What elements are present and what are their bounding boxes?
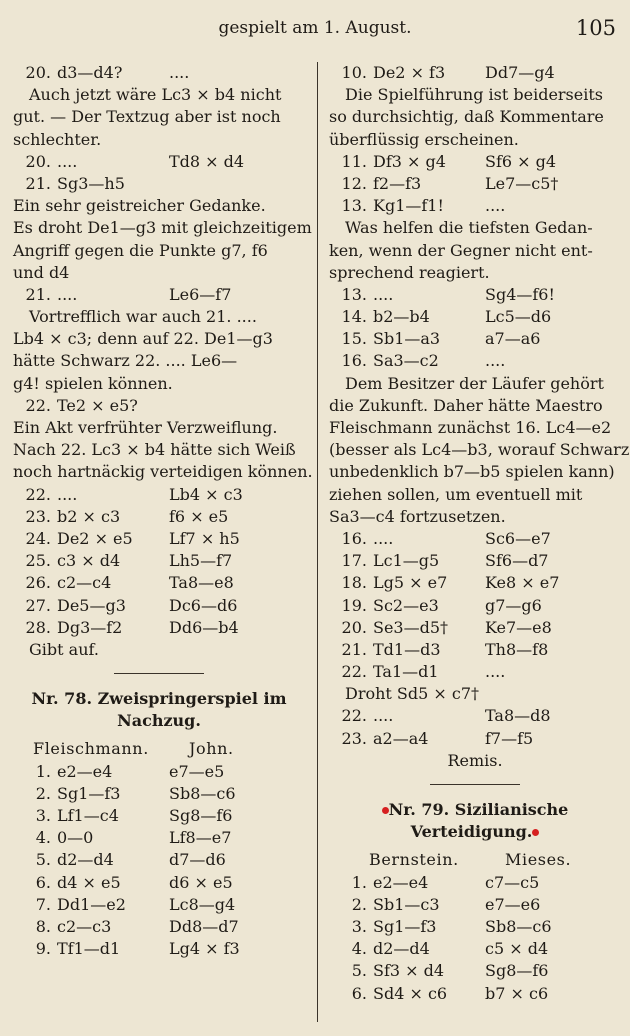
annotation-line: ken, wenn der Gegner nicht ent-: [329, 240, 593, 260]
white-move: De2 × f3: [373, 63, 446, 82]
move-number: 21.: [341, 639, 367, 659]
white-move: c3 × d4: [57, 551, 121, 571]
white-move: De2 × e5: [57, 528, 133, 548]
move-number: 24.: [25, 528, 51, 548]
move-row: [329, 661, 621, 683]
black-move: Lf7 × h5: [169, 528, 240, 548]
moves: [329, 705, 621, 749]
game-79-players: [329, 849, 621, 871]
annotation-line: noch hartnäckig verteidigen können.: [13, 462, 313, 482]
section-separator: [114, 673, 204, 674]
move-number: 1.: [351, 872, 367, 892]
annotation-line: Die Spielführung ist beiderseits: [345, 85, 603, 105]
move-row: [329, 705, 621, 727]
annotation: [13, 84, 305, 151]
move-row: [13, 849, 305, 871]
black-move: Lg4 × f3: [169, 939, 240, 959]
black-move: Sf6 × g4: [485, 151, 557, 171]
annotation-line: Auch jetzt wäre Lc3 × b4 nicht: [29, 85, 282, 105]
moves: [329, 284, 621, 373]
move-number: 5.: [35, 850, 51, 870]
move-row: [13, 595, 305, 617]
black-move: Ta8—e8: [169, 573, 234, 593]
right-column: [329, 62, 630, 1005]
move-row: [329, 151, 621, 173]
black-move: Sg8—f6: [169, 806, 233, 826]
move-row: [13, 572, 305, 594]
black-move: Td8 × d4: [169, 151, 245, 171]
annotation-line: unbedenklich b7—b5 spielen kann): [329, 462, 615, 482]
white-move: Sb1—c3: [373, 894, 440, 914]
moves: [13, 151, 305, 195]
white-move: Lg5 × e7: [373, 573, 448, 593]
white-move: d4 × e5: [57, 872, 121, 892]
move-row: [13, 783, 305, 805]
moves: [329, 872, 621, 1005]
moves: [329, 151, 621, 218]
annotation-line: g4! spielen können.: [13, 373, 173, 393]
white-move: Sg1—f3: [373, 916, 437, 936]
black-move: Sb8—c6: [485, 916, 552, 936]
black-move: Dd7—g4: [485, 63, 555, 82]
move-row: [329, 550, 621, 572]
black-move: Dc6—d6: [169, 595, 238, 615]
move-row: [329, 617, 621, 639]
white-move: ....: [57, 284, 78, 304]
annotation-line: sprechend reagiert.: [329, 262, 490, 282]
move-number: 3.: [351, 916, 367, 936]
black-move: ....: [169, 63, 190, 82]
black-player: John.: [189, 739, 234, 759]
black-move: Sc6—e7: [485, 528, 551, 548]
move-number: 7.: [35, 894, 51, 914]
move-row: [13, 173, 305, 195]
game-79-title: [329, 799, 621, 843]
annotation-line: Es droht De1—g3 mit gleichzeitigem: [13, 218, 312, 238]
black-move: e7—e6: [485, 894, 541, 914]
annotation-line: Dem Besitzer der Läufer gehört: [345, 373, 604, 393]
moves: [329, 62, 621, 84]
white-move: ....: [57, 484, 78, 504]
annotation-line: ziehen sollen, um eventuell mit: [329, 484, 583, 504]
white-move: ....: [373, 284, 394, 304]
game-78-title: Nr. 78. Zweispringerspiel im: [31, 689, 287, 709]
move-row: [329, 595, 621, 617]
move-number: 21.: [25, 284, 51, 304]
move-row: [329, 195, 621, 217]
move-row: [13, 938, 305, 960]
move-number: 23.: [341, 728, 367, 748]
black-move: f7—f5: [485, 728, 534, 748]
black-move: Dd8—d7: [169, 916, 239, 936]
move-number: 13.: [341, 284, 367, 304]
move-number: 19.: [341, 595, 367, 615]
threat-note: Droht Sd5 × c7†: [345, 684, 480, 704]
white-move: De5—g3: [57, 595, 126, 615]
black-move: Sb8—c6: [169, 783, 236, 803]
move-number: 4.: [351, 939, 367, 959]
white-move: ....: [373, 706, 394, 726]
move-row: [329, 284, 621, 306]
move-number: 15.: [341, 329, 367, 349]
black-move: d6 × e5: [169, 872, 233, 892]
move-number: 8.: [35, 916, 51, 936]
page-number: 105: [575, 16, 616, 40]
black-move: Ke7—e8: [485, 617, 552, 637]
move-number: 20.: [25, 151, 51, 171]
move-row: [13, 62, 305, 84]
annotation: [329, 373, 630, 528]
annotation-line: schlechter.: [13, 129, 102, 149]
white-move: a2—a4: [373, 728, 429, 748]
move-number: 14.: [341, 307, 367, 327]
move-number: 16.: [341, 351, 367, 371]
move-number: 22.: [25, 395, 51, 415]
move-row: [13, 151, 305, 173]
move-number: 23.: [25, 506, 51, 526]
move-row: [13, 506, 305, 528]
annotation-line: Ein sehr geistreicher Gedanke.: [13, 196, 266, 216]
move-number: 2.: [35, 783, 51, 803]
page-header: [0, 14, 630, 44]
annotation-line: hätte Schwarz 22. .... Le6—: [13, 351, 238, 371]
black-move: Th8—f8: [485, 639, 549, 659]
move-number: 20.: [25, 63, 51, 82]
move-row: [329, 916, 621, 938]
moves: [13, 484, 305, 639]
white-move: Sc2—e3: [373, 595, 439, 615]
moves: [13, 761, 305, 961]
section-separator: [430, 784, 520, 785]
annotation-line: (besser als Lc4—b3, worauf Schwarz: [329, 440, 630, 460]
white-move: d3—d4?: [57, 63, 123, 82]
annotation: [13, 306, 305, 395]
white-move: Te2 × e5?: [57, 395, 138, 415]
move-row: [329, 173, 621, 195]
black-move: Ke8 × e7: [485, 573, 560, 593]
game-78-title-cont: Nachzug.: [117, 711, 201, 731]
move-row: [329, 960, 621, 982]
black-move: Le6—f7: [169, 284, 232, 304]
black-move: [169, 173, 305, 195]
game-78-players: [13, 738, 305, 760]
move-row: [13, 827, 305, 849]
marker-dot-right: [532, 829, 539, 836]
move-row: [13, 484, 305, 506]
annotation-line: Lb4 × c3; denn auf 22. De1—g3: [13, 329, 273, 349]
move-row: [13, 617, 305, 639]
annotation: [13, 417, 313, 484]
white-move: Sa3—c2: [373, 351, 439, 371]
black-move: Lh5—f7: [169, 551, 233, 571]
white-move: e2—e4: [373, 872, 429, 892]
moves: [13, 395, 305, 417]
black-move: Lc8—g4: [169, 894, 236, 914]
black-move: a7—a6: [485, 329, 541, 349]
black-move: ....: [485, 196, 506, 216]
moves: [329, 528, 621, 683]
column-divider: [317, 62, 318, 1022]
move-row: [13, 894, 305, 916]
black-move: Sf6—d7: [485, 551, 549, 571]
move-row: [329, 306, 621, 328]
move-number: 12.: [341, 173, 367, 193]
move-number: 18.: [341, 573, 367, 593]
move-row: [329, 328, 621, 350]
white-move: d2—d4: [373, 939, 430, 959]
black-move: d7—d6: [169, 850, 226, 870]
white-move: Td1—d3: [373, 639, 441, 659]
black-move: Lf8—e7: [169, 828, 232, 848]
move-row: [13, 761, 305, 783]
black-move: ....: [485, 662, 506, 682]
black-move: Lc5—d6: [485, 307, 552, 327]
white-move: Lc1—g5: [373, 551, 440, 571]
move-row: [13, 550, 305, 572]
annotation-line: Vortrefflich war auch 21. ....: [29, 307, 257, 327]
move-row: [13, 395, 305, 417]
move-number: 2.: [351, 894, 367, 914]
move-number: 21.: [25, 173, 51, 193]
move-number: 6.: [35, 872, 51, 892]
move-row: [329, 350, 621, 372]
white-move: f2—f3: [373, 173, 422, 193]
annotation-line: überflüssig erscheinen.: [329, 129, 519, 149]
white-move: Sd4 × c6: [373, 983, 448, 1003]
move-number: 17.: [341, 551, 367, 571]
annotation-line: Was helfen die tiefsten Gedan-: [345, 218, 593, 238]
black-move: e7—e5: [169, 761, 225, 781]
black-move: c5 × d4: [485, 939, 549, 959]
annotation-line: gut. — Der Textzug aber ist noch: [13, 107, 281, 127]
white-move: Se3—d5†: [373, 617, 449, 637]
white-move: Sb1—a3: [373, 329, 441, 349]
move-number: 16.: [341, 528, 367, 548]
move-number: 22.: [25, 484, 51, 504]
move-number: 26.: [25, 573, 51, 593]
move-number: 13.: [341, 196, 367, 216]
move-number: 10.: [341, 63, 367, 82]
move-number: 3.: [35, 806, 51, 826]
annotation-line: Fleischmann zunächst 16. Lc4—e2: [329, 418, 612, 437]
move-number: 20.: [341, 617, 367, 637]
move-number: 27.: [25, 595, 51, 615]
black-player: Mieses.: [505, 850, 572, 870]
annotation-line: Ein Akt verfrühter Verzweiflung.: [13, 418, 278, 437]
annotation: [329, 84, 621, 151]
annotation-line: so durchsichtig, daß Kommentare: [329, 107, 604, 127]
annotation: [13, 195, 312, 284]
move-row: [329, 872, 621, 894]
black-move: f6 × e5: [169, 506, 229, 526]
move-row: [13, 872, 305, 894]
move-row: [329, 572, 621, 594]
black-move: [169, 395, 305, 417]
move-row: [329, 894, 621, 916]
black-move: Sg4—f6!: [485, 284, 555, 304]
black-move: ....: [485, 351, 506, 371]
move-number: 1.: [35, 761, 51, 781]
white-move: Dg3—f2: [57, 617, 123, 637]
move-row: [13, 916, 305, 938]
white-move: b2 × c3: [57, 506, 121, 526]
black-move: c7—c5: [485, 872, 540, 892]
white-move: c2—c3: [57, 916, 112, 936]
white-move: 0—0: [57, 828, 94, 848]
move-number: 22.: [341, 706, 367, 726]
white-player: Bernstein.: [369, 850, 459, 870]
move-row: [329, 938, 621, 960]
white-move: Ta1—d1: [373, 662, 439, 682]
black-move: Sg8—f6: [485, 961, 549, 981]
white-move: Tf1—d1: [57, 939, 121, 959]
move-row: [329, 528, 621, 550]
move-number: 22.: [341, 662, 367, 682]
annotation-line: Sa3—c4 fortzusetzen.: [329, 506, 506, 526]
white-player: Fleischmann.: [33, 739, 149, 759]
move-number: 25.: [25, 551, 51, 571]
move-row: [13, 528, 305, 550]
white-move: ....: [57, 151, 78, 171]
move-row: [329, 62, 621, 84]
result: Remis.: [447, 750, 503, 770]
move-number: 5.: [351, 961, 367, 981]
game-79-title-text: Nr. 79. Sizilianische Verteidigung.: [388, 800, 569, 842]
black-move: Ta8—d8: [485, 706, 551, 726]
resignation: Gibt auf.: [29, 639, 99, 659]
black-move: b7 × c6: [485, 983, 549, 1003]
move-number: 6.: [351, 983, 367, 1003]
white-move: Sg1—f3: [57, 783, 121, 803]
black-move: g7—g6: [485, 595, 542, 615]
move-number: 28.: [25, 617, 51, 637]
move-row: [13, 284, 305, 306]
white-move: Dd1—e2: [57, 894, 126, 914]
white-move: b2—b4: [373, 307, 430, 327]
annotation-line: Nach 22. Lc3 × b4 hätte sich Weiß: [13, 440, 296, 460]
annotation: [329, 217, 621, 284]
annotation-line: und d4: [13, 262, 70, 282]
white-move: Df3 × g4: [373, 151, 446, 171]
move-number: 11.: [341, 151, 367, 171]
annotation-line: die Zukunft. Daher hätte Maestro: [329, 395, 603, 415]
move-row: [13, 805, 305, 827]
moves: [13, 284, 305, 306]
white-move: Sf3 × d4: [373, 961, 445, 981]
left-column: [13, 62, 313, 960]
move-row: [329, 639, 621, 661]
move-row: [329, 983, 621, 1005]
moves: [13, 62, 305, 84]
move-number: 9.: [35, 939, 51, 959]
white-move: Sg3—h5: [57, 173, 125, 193]
white-move: ....: [373, 528, 394, 548]
black-move: Dd6—b4: [169, 617, 239, 637]
black-move: Lb4 × c3: [169, 484, 243, 504]
black-move: Le7—c5†: [485, 173, 559, 193]
annotation-line: Angriff gegen die Punkte g7, f6: [13, 240, 268, 260]
white-move: d2—d4: [57, 850, 114, 870]
move-number: 4.: [35, 828, 51, 848]
white-move: Lf1—c4: [57, 806, 119, 826]
white-move: c2—c4: [57, 573, 112, 593]
running-head: gespielt am 1. August.: [218, 18, 412, 38]
white-move: Kg1—f1!: [373, 196, 444, 216]
move-row: [329, 728, 621, 750]
marker-dot-left: [382, 807, 389, 814]
white-move: e2—e4: [57, 761, 113, 781]
